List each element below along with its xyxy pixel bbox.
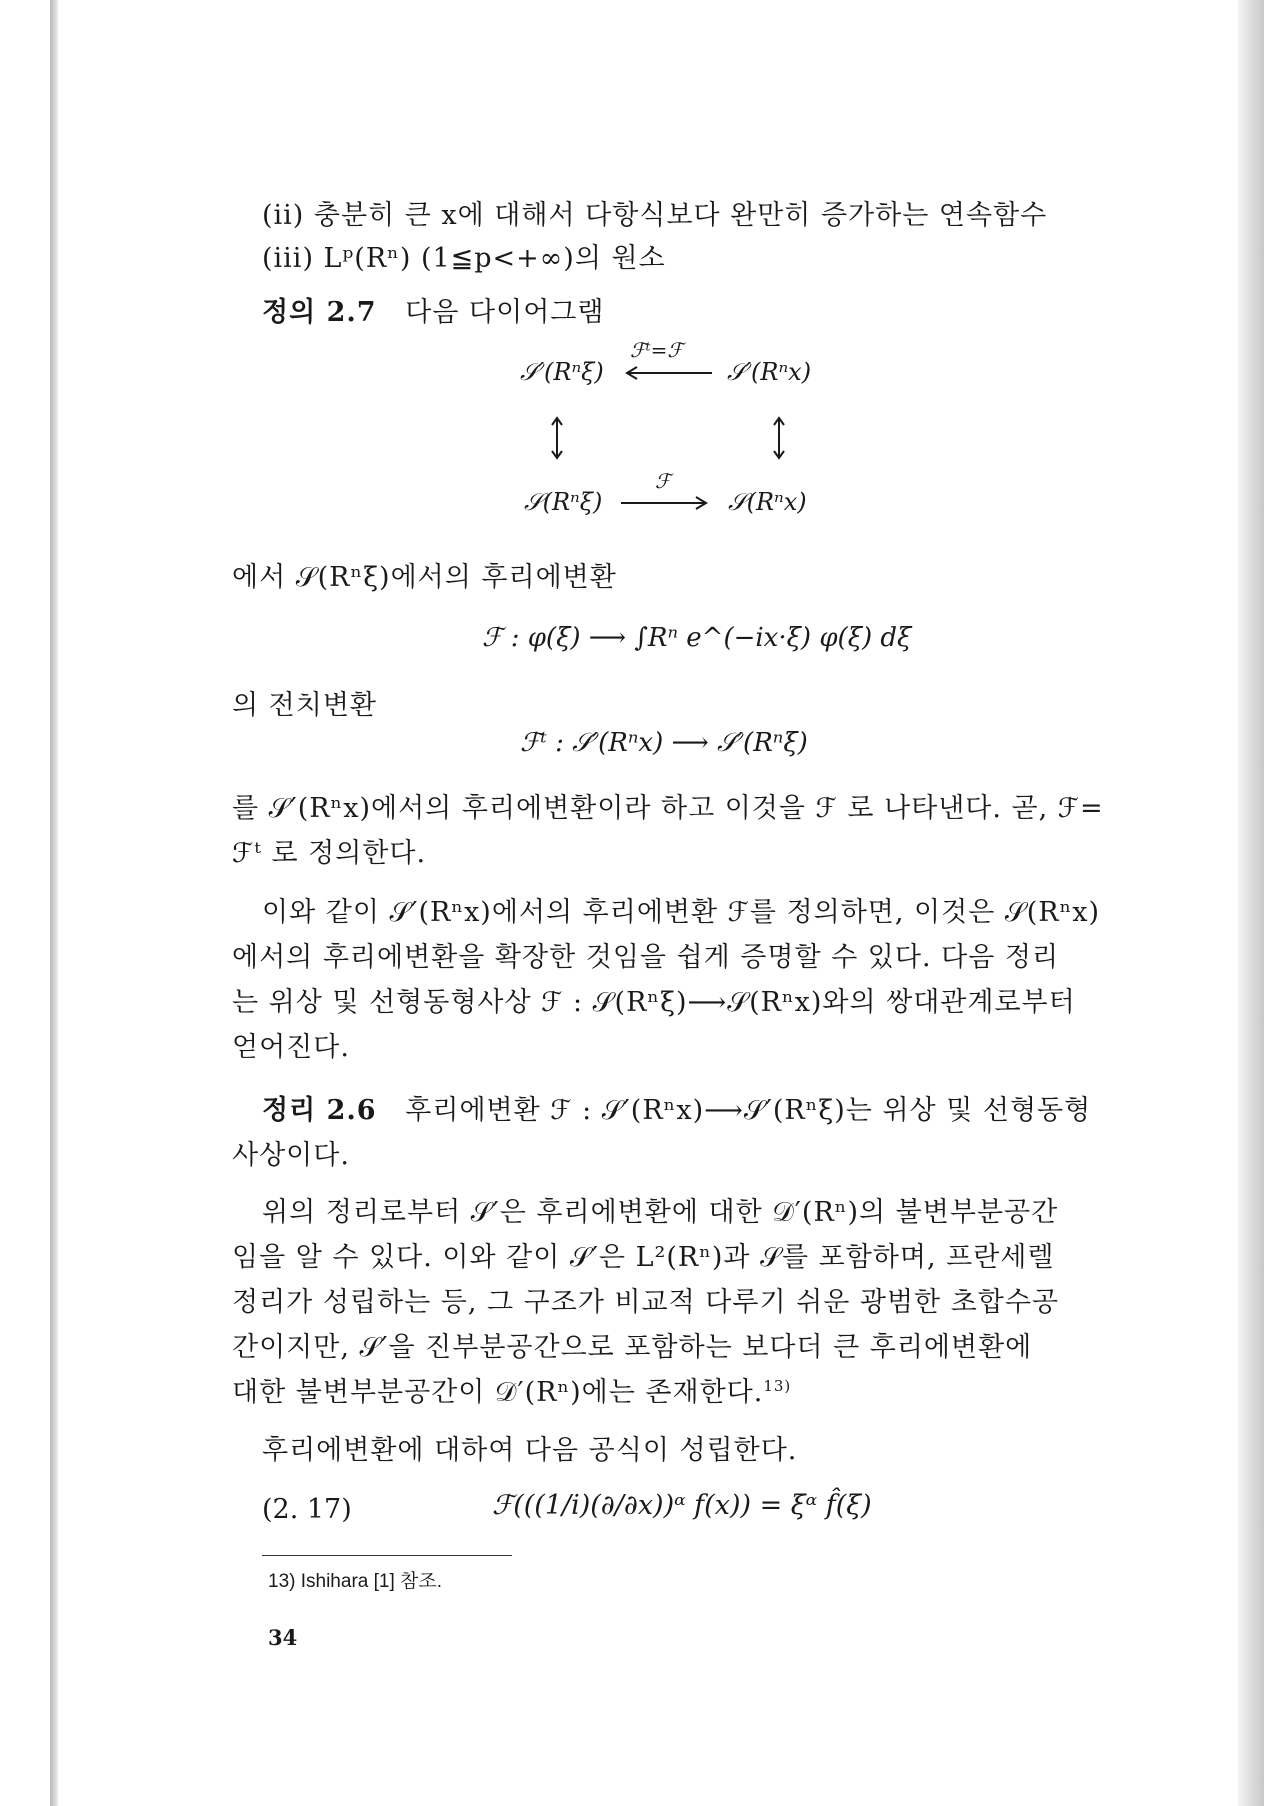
transpose-formula: ℱᵗ : 𝒮′(Rⁿx) ⟶ 𝒮′(Rⁿξ) bbox=[520, 728, 808, 758]
definition-label: 정의 2.7 bbox=[262, 297, 377, 328]
definition-sentence-2: ℱᵗ 로 정의한다. bbox=[232, 838, 427, 869]
theorem-line1: 후리에변환 ℱ : 𝒮′(Rⁿx)⟶𝒮′(Rⁿξ)는 위상 및 선형동형 bbox=[405, 1095, 1092, 1126]
equation-2-17: ℱ(((1/i)(∂/∂x))ᵅ f(x)) = ξᵅ f̂(ξ) bbox=[492, 1490, 872, 1521]
transpose-text: 의 전치변환 bbox=[232, 690, 377, 721]
item-ii: (ii) 충분히 큰 x에 대해서 다항식보다 완만히 증가하는 연속함수 bbox=[262, 200, 1048, 231]
theorem-line2: 사상이다. bbox=[232, 1140, 350, 1171]
paragraph1-line1: 이와 같이 𝒮′(Rⁿx)에서의 후리에변환 ℱ를 정의하면, 이것은 𝒮(Rⁿx) bbox=[262, 897, 1101, 928]
equation-number: (2. 17) bbox=[262, 1494, 352, 1525]
diagram-bottom-left: 𝒮(Rⁿξ) bbox=[524, 488, 603, 516]
diagram-bottom-arrow-label: ℱ bbox=[655, 469, 671, 493]
item-iii: (iii) Lᵖ(Rⁿ) (1≦p<+∞)의 원소 bbox=[262, 243, 666, 274]
paragraph1-line2: 에서의 후리에변환을 확장한 것임을 쉽게 증명할 수 있다. 다음 정리 bbox=[232, 942, 1060, 973]
footnote-divider bbox=[262, 1555, 512, 1556]
footnote: 13) Ishihara [1] 참조. bbox=[268, 1571, 443, 1592]
theorem-heading bbox=[262, 1088, 1091, 1127]
diagram-top-arrow-label: ℱᵗ=ℱ bbox=[630, 338, 684, 362]
fourier-definition-formula: ℱ : φ(ξ) ⟶ ∫Rⁿ e^(−ix·ξ) φ(ξ) dξ bbox=[482, 623, 912, 653]
diagram-top-left: 𝒮′(Rⁿξ) bbox=[520, 358, 604, 386]
definition-text: 다음 다이어그램 bbox=[405, 297, 605, 328]
diagram-top-right: 𝒮′(Rⁿx) bbox=[727, 358, 812, 386]
after-diagram-text: 에서 𝒮(Rⁿξ)에서의 후리에변환 bbox=[232, 562, 617, 593]
diagram-bottom-right: 𝒮(Rⁿx) bbox=[728, 488, 807, 516]
theorem-label: 정리 2.6 bbox=[262, 1095, 377, 1126]
paragraph3: 후리에변환에 대하여 다음 공식이 성립한다. bbox=[262, 1435, 798, 1466]
paragraph1-line3: 는 위상 및 선형동형사상 ℱ : 𝒮(Rⁿξ)⟶𝒮(Rⁿx)와의 쌍대관계로부터 bbox=[232, 987, 1076, 1018]
paragraph2-line3: 정리가 성립하는 등, 그 구조가 비교적 다루기 쉬운 광범한 초합수공 bbox=[232, 1287, 1060, 1318]
definition-sentence-1: 를 𝒮′(Rⁿx)에서의 후리에변환이라 하고 이것을 ℱ 로 나타낸다. 곧, ℱ= bbox=[232, 793, 1104, 824]
diagram-arrows bbox=[0, 0, 1264, 600]
paragraph1-line4: 얻어진다. bbox=[232, 1032, 350, 1063]
paragraph2-line2: 임을 알 수 있다. 이와 같이 𝒮′은 L²(Rⁿ)과 𝒮를 포함하며, 프란세렐 bbox=[232, 1242, 1055, 1273]
paragraph2-line5: 대한 불변부분공간이 𝒟′(Rⁿ)에는 존재한다.$^{13)}$ bbox=[232, 1377, 792, 1408]
page-number: 34 bbox=[268, 1625, 298, 1650]
footnote-reference: 13) bbox=[763, 1377, 792, 1395]
paragraph2-line1: 위의 정리로부터 𝒮′은 후리에변환에 대한 𝒟′(Rⁿ)의 불변부분공간 bbox=[262, 1197, 1059, 1228]
paragraph2-line4: 간이지만, 𝒮′을 진부분공간으로 포함하는 보다더 큰 후리에변환에 bbox=[232, 1332, 1033, 1363]
